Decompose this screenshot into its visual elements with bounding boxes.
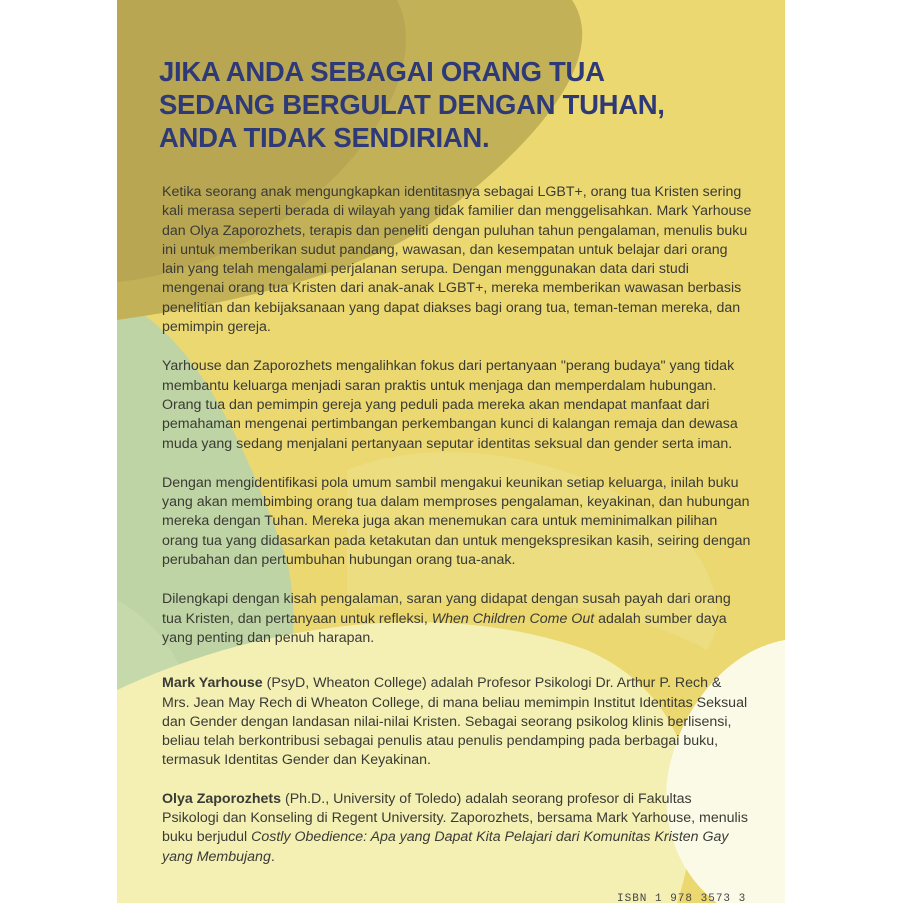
headline [159, 55, 759, 154]
author-name-yarhouse: Mark Yarhouse [162, 675, 263, 692]
paragraph-1: Ketika seorang anak mengungkapkan identitasnya sebagai LGBT+, orang tua Kristen sering kali merasa seperti berada di wilayah yang tidak familier dan menggelisahkan. Mark Yarhouse dan Olya Zaporozhets, terapis dan peneliti dengan puluhan tahun pengalaman, menulis buku ini untuk memberikan sudut pandang, wawasan, dan kesempatan untuk belajar dari orang lain yang telah mengalami perjalanan serupa. Dengan menggunakan data dari studi mengenai orang tua Kristen dari anak-anak LGBT+, mereka memberikan wawasan berbasis penelitian dan kebijaksanaan yang dapat diakses bagi orang tua, teman-teman mereka, dan pemimpin gereja. [162, 184, 752, 336]
back-cover [117, 0, 785, 903]
author-bio-text: (Ph.D., University of Toledo) adalah seorang profesor di Fakultas Psikologi dan Konseling di Regent University. Zaporozhets, bersama Mark Yarhouse, menulis buku berjudul [162, 790, 748, 846]
headline-line-3: ANDA TIDAK SENDIRIAN. [159, 122, 490, 153]
author-name-zaporozhets: Olya Zaporozhets [162, 790, 282, 807]
headline-line-1: JIKA ANDA SEBAGAI ORANG TUA [159, 56, 605, 87]
book-title: When Children Come Out [431, 610, 595, 627]
paragraph-4-text: Dilengkapi dengan kisah pengalaman, saran yang didapat dengan susah payah dari orang tua Kristen, dan pertanyaan untuk refleksi, [162, 591, 731, 627]
blurb [162, 183, 752, 886]
author-bio-yarhouse [162, 674, 752, 770]
headline-line-2: SEDANG BERGULAT DENGAN TUHAN, [159, 89, 665, 120]
isbn-text: ISBN 1 978 3573 3 [617, 893, 747, 903]
author-bio-zaporozhets [162, 790, 752, 867]
paragraph-3: Dengan mengidentifikasi pola umum sambil mengakui keunikan setiap keluarga, inilah buku yang akan membimbing orang tua dalam memproses pengalaman, keyakinan, dan hubungan mereka dengan Tuhan. Mereka juga akan menemukan cara untuk meminimalkan pilihan orang tua yang didasarkan pada ketakutan dan untuk mengekspresikan kasih, seiring dengan perubahan dan pertumbuhan hubungan orang tua-anak. [162, 474, 751, 569]
author-bio-text: (PsyD, Wheaton College) adalah Profesor Psikologi Dr. Arthur P. Rech & Mrs. Jean May Rech di Wheaton College, di mana beliau memimpin Institut Identitas Seksual dan Gender dengan landasan nilai-nilai Kristen. Sebagai seorang psikolog klinis berlisensi, beliau telah berkontribusi sebagai penulis atau penulis pendamping pada berbagai buku, termasuk Identitas Gender dan Keyakinan. [162, 675, 748, 769]
paragraph-4 [162, 590, 752, 648]
other-book-title: Costly Obedience: Apa yang Dapat Kita Pelajari dari Komunitas Kristen Gay yang Membujang [162, 829, 729, 865]
paragraph-4-end: adalah sumber daya yang penting dan penuh harapan. [162, 610, 727, 646]
paragraph-2: Yarhouse dan Zaporozhets mengalihkan fokus dari pertanyaan "perang budaya" yang tidak membantu keluarga menjadi saran praktis untuk menjaga dan memperdalam hubungan. Orang tua dan pemimpin gereja yang peduli pada mereka akan mendapat manfaat dari pemahaman mengenai pertimbangan perkembangan kunci di kalangan remaja dan dewasa muda yang sedang menjalani pertanyaan seputar identitas seksual dan gender serta iman. [162, 358, 738, 452]
author-bio-end: . [270, 848, 275, 865]
